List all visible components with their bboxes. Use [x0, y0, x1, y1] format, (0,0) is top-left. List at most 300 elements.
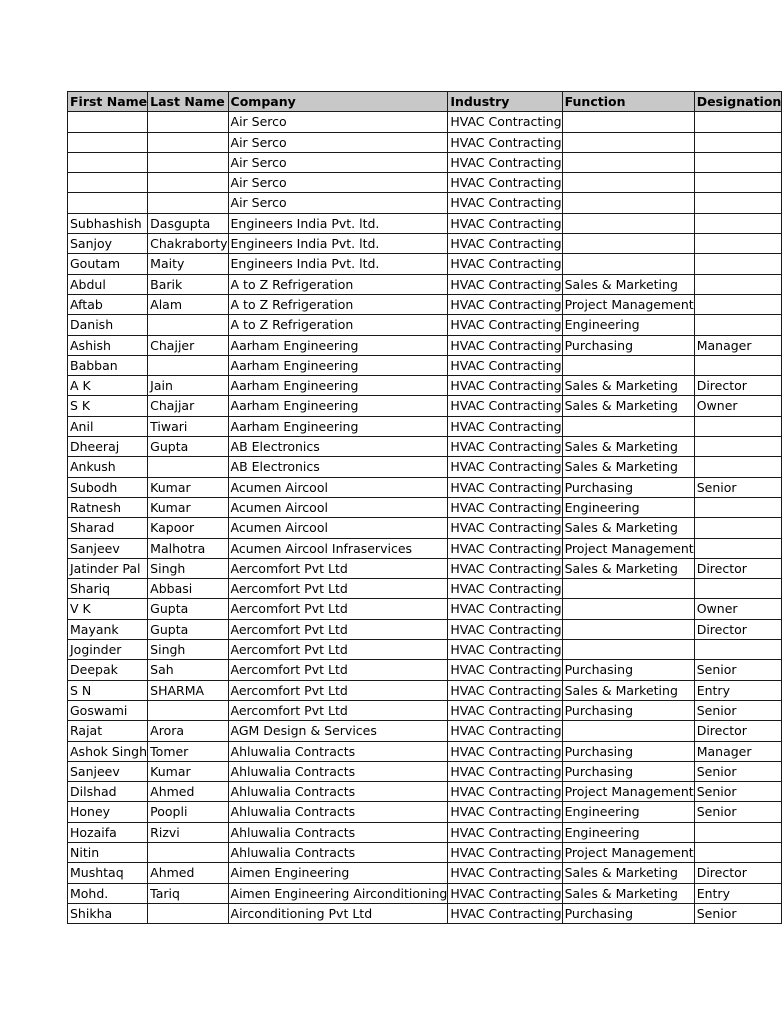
cell-company[interactable]	[228, 173, 448, 193]
cell-text: Sanjoy	[70, 236, 113, 252]
table-row	[68, 883, 782, 903]
cell-first-name[interactable]	[68, 173, 148, 193]
cell-designation[interactable]	[694, 396, 782, 416]
cell-function[interactable]	[562, 173, 694, 193]
cell-designation[interactable]	[694, 294, 782, 314]
cell-company[interactable]	[228, 234, 448, 254]
cell-first-name[interactable]	[68, 234, 148, 254]
cell-designation[interactable]	[694, 355, 782, 375]
cell-industry[interactable]	[448, 254, 562, 274]
cell-last-name[interactable]	[148, 112, 228, 132]
cell-first-name[interactable]	[68, 640, 148, 660]
cell-first-name[interactable]	[68, 619, 148, 639]
cell-last-name[interactable]	[148, 132, 228, 152]
cell-designation[interactable]	[694, 152, 782, 172]
cell-last-name[interactable]	[148, 822, 228, 842]
cell-function[interactable]	[562, 518, 694, 538]
cell-text: HVAC Contracting	[450, 844, 562, 860]
cell-first-name[interactable]	[68, 315, 148, 335]
cell-first-name[interactable]	[68, 721, 148, 741]
cell-text: Mushtaq	[70, 865, 124, 881]
cell-company[interactable]	[228, 457, 448, 477]
cell-company[interactable]	[228, 152, 448, 172]
cell-function[interactable]	[562, 782, 694, 802]
header-company[interactable]: Company	[228, 92, 448, 112]
cell-function[interactable]	[562, 132, 694, 152]
cell-designation[interactable]	[694, 640, 782, 660]
cell-function[interactable]	[562, 680, 694, 700]
cell-last-name[interactable]	[148, 416, 228, 436]
cell-company[interactable]	[228, 640, 448, 660]
cell-last-name[interactable]	[148, 619, 228, 639]
cell-first-name[interactable]	[68, 193, 148, 213]
cell-first-name[interactable]	[68, 741, 148, 761]
table-row	[68, 274, 782, 294]
cell-function[interactable]	[562, 234, 694, 254]
cell-last-name[interactable]	[148, 721, 228, 741]
cell-text: HVAC Contracting	[450, 763, 562, 779]
cell-text: HVAC Contracting	[450, 743, 562, 759]
cell-function[interactable]	[562, 619, 694, 639]
cell-designation[interactable]	[694, 660, 782, 680]
cell-industry[interactable]	[448, 538, 562, 558]
cell-designation[interactable]	[694, 680, 782, 700]
cell-function[interactable]	[562, 761, 694, 781]
cell-last-name[interactable]	[148, 274, 228, 294]
cell-company[interactable]	[228, 437, 448, 457]
cell-function[interactable]	[562, 335, 694, 355]
cell-function[interactable]	[562, 477, 694, 497]
cell-text: Goswami	[70, 702, 128, 718]
cell-text: Jain	[150, 378, 173, 394]
cell-first-name[interactable]	[68, 903, 148, 923]
cell-designation[interactable]	[694, 173, 782, 193]
cell-function[interactable]	[562, 457, 694, 477]
cell-text: Aarham Engineering	[230, 418, 359, 434]
cell-function[interactable]	[562, 112, 694, 132]
cell-function[interactable]	[562, 193, 694, 213]
cell-function[interactable]	[562, 903, 694, 923]
cell-function[interactable]	[562, 558, 694, 578]
cell-industry[interactable]	[448, 741, 562, 761]
cell-company[interactable]	[228, 538, 448, 558]
cell-first-name[interactable]	[68, 883, 148, 903]
cell-last-name[interactable]	[148, 376, 228, 396]
cell-text: A K	[70, 378, 91, 394]
cell-first-name[interactable]	[68, 822, 148, 842]
cell-industry[interactable]	[448, 477, 562, 497]
cell-function[interactable]	[562, 640, 694, 660]
cell-designation[interactable]	[694, 132, 782, 152]
cell-industry[interactable]	[448, 152, 562, 172]
cell-company[interactable]	[228, 761, 448, 781]
cell-industry[interactable]	[448, 660, 562, 680]
cell-first-name[interactable]	[68, 477, 148, 497]
cell-company[interactable]	[228, 376, 448, 396]
cell-company[interactable]	[228, 660, 448, 680]
cell-designation[interactable]	[694, 497, 782, 517]
cell-last-name[interactable]	[148, 193, 228, 213]
cell-industry[interactable]	[448, 416, 562, 436]
cell-industry[interactable]	[448, 883, 562, 903]
cell-text: Chajjer	[150, 337, 195, 353]
cell-company[interactable]	[228, 680, 448, 700]
cell-last-name[interactable]	[148, 741, 228, 761]
cell-designation[interactable]	[694, 579, 782, 599]
cell-function[interactable]	[562, 802, 694, 822]
cell-designation[interactable]	[694, 477, 782, 497]
cell-last-name[interactable]	[148, 396, 228, 416]
cell-industry[interactable]	[448, 558, 562, 578]
cell-company[interactable]	[228, 477, 448, 497]
cell-text: Airconditioning Pvt Ltd	[230, 905, 373, 921]
cell-industry[interactable]	[448, 315, 562, 335]
cell-last-name[interactable]	[148, 234, 228, 254]
cell-function[interactable]	[562, 822, 694, 842]
header-first-name[interactable]: First Name	[68, 92, 148, 112]
cell-text: A to Z Refrigeration	[230, 317, 354, 333]
cell-first-name[interactable]	[68, 761, 148, 781]
cell-industry[interactable]	[448, 842, 562, 862]
cell-text: Entry	[696, 682, 730, 698]
cell-designation[interactable]	[694, 315, 782, 335]
cell-designation[interactable]	[694, 538, 782, 558]
cell-industry[interactable]	[448, 234, 562, 254]
cell-text: Air Serco	[230, 154, 287, 170]
cell-designation[interactable]	[694, 376, 782, 396]
cell-industry[interactable]	[448, 599, 562, 619]
cell-designation[interactable]	[694, 721, 782, 741]
table-row	[68, 700, 782, 720]
cell-designation[interactable]	[694, 842, 782, 862]
cell-first-name[interactable]	[68, 599, 148, 619]
cell-designation[interactable]	[694, 416, 782, 436]
cell-function[interactable]	[562, 213, 694, 233]
cell-designation[interactable]	[694, 599, 782, 619]
cell-industry[interactable]	[448, 355, 562, 375]
table-row	[68, 376, 782, 396]
cell-industry[interactable]	[448, 518, 562, 538]
cell-text: Kumar	[150, 763, 191, 779]
cell-text: HVAC Contracting	[450, 723, 562, 739]
cell-first-name[interactable]	[68, 660, 148, 680]
cell-text: HVAC Contracting	[450, 702, 562, 718]
cell-industry[interactable]	[448, 822, 562, 842]
cell-industry[interactable]	[448, 457, 562, 477]
cell-function[interactable]	[562, 660, 694, 680]
cell-industry[interactable]	[448, 335, 562, 355]
cell-company[interactable]	[228, 619, 448, 639]
cell-company[interactable]	[228, 355, 448, 375]
cell-function[interactable]	[562, 294, 694, 314]
cell-last-name[interactable]	[148, 842, 228, 862]
cell-text: Tariq	[150, 885, 180, 901]
cell-last-name[interactable]	[148, 640, 228, 660]
cell-industry[interactable]	[448, 721, 562, 741]
cell-last-name[interactable]	[148, 761, 228, 781]
cell-function[interactable]	[562, 842, 694, 862]
cell-designation[interactable]	[694, 518, 782, 538]
cell-company[interactable]	[228, 497, 448, 517]
cell-designation[interactable]	[694, 802, 782, 822]
cell-text: Gupta	[150, 439, 189, 455]
cell-first-name[interactable]	[68, 842, 148, 862]
cell-function[interactable]	[562, 721, 694, 741]
cell-last-name[interactable]	[148, 497, 228, 517]
cell-last-name[interactable]	[148, 518, 228, 538]
cell-first-name[interactable]	[68, 863, 148, 883]
cell-company[interactable]	[228, 579, 448, 599]
cell-text: Ahluwalia Contracts	[230, 743, 356, 759]
cell-last-name[interactable]	[148, 883, 228, 903]
cell-text: Aercomfort Pvt Ltd	[230, 601, 348, 617]
cell-company[interactable]	[228, 802, 448, 822]
cell-text: Air Serco	[230, 134, 287, 150]
cell-designation[interactable]	[694, 558, 782, 578]
cell-designation[interactable]	[694, 883, 782, 903]
cell-text: HVAC Contracting	[450, 824, 562, 840]
cell-last-name[interactable]	[148, 315, 228, 335]
cell-first-name[interactable]	[68, 132, 148, 152]
table-row	[68, 294, 782, 314]
cell-last-name[interactable]	[148, 254, 228, 274]
cell-first-name[interactable]	[68, 376, 148, 396]
cell-industry[interactable]	[448, 396, 562, 416]
cell-industry[interactable]	[448, 173, 562, 193]
table-row	[68, 437, 782, 457]
cell-industry[interactable]	[448, 700, 562, 720]
cell-designation[interactable]	[694, 193, 782, 213]
cell-industry[interactable]	[448, 640, 562, 660]
cell-industry[interactable]	[448, 680, 562, 700]
cell-text: Babban	[70, 357, 118, 373]
table-row	[68, 680, 782, 700]
cell-designation[interactable]	[694, 112, 782, 132]
cell-text: HVAC Contracting	[450, 114, 562, 130]
cell-company[interactable]	[228, 335, 448, 355]
cell-first-name[interactable]	[68, 335, 148, 355]
cell-text: Senior	[696, 479, 737, 495]
cell-company[interactable]	[228, 274, 448, 294]
cell-company[interactable]	[228, 315, 448, 335]
cell-designation[interactable]	[694, 782, 782, 802]
cell-company[interactable]	[228, 213, 448, 233]
cell-last-name[interactable]	[148, 558, 228, 578]
cell-company[interactable]	[228, 599, 448, 619]
cell-company[interactable]	[228, 558, 448, 578]
cell-company[interactable]	[228, 518, 448, 538]
cell-designation[interactable]	[694, 254, 782, 274]
cell-first-name[interactable]	[68, 700, 148, 720]
cell-company[interactable]	[228, 863, 448, 883]
cell-first-name[interactable]	[68, 457, 148, 477]
cell-function[interactable]	[562, 254, 694, 274]
cell-company[interactable]	[228, 700, 448, 720]
cell-company[interactable]	[228, 396, 448, 416]
cell-company[interactable]	[228, 112, 448, 132]
cell-function[interactable]	[562, 599, 694, 619]
cell-text: HVAC Contracting	[450, 296, 562, 312]
cell-industry[interactable]	[448, 213, 562, 233]
cell-last-name[interactable]	[148, 335, 228, 355]
cell-industry[interactable]	[448, 579, 562, 599]
cell-first-name[interactable]	[68, 558, 148, 578]
cell-function[interactable]	[562, 355, 694, 375]
cell-text: Ahluwalia Contracts	[230, 824, 356, 840]
cell-text: Engineers India Pvt. ltd.	[230, 256, 380, 272]
cell-designation[interactable]	[694, 335, 782, 355]
cell-first-name[interactable]	[68, 579, 148, 599]
header-designation[interactable]: Designation	[694, 92, 782, 112]
cell-first-name[interactable]	[68, 213, 148, 233]
cell-text: Abbasi	[150, 581, 193, 597]
cell-function[interactable]	[562, 741, 694, 761]
cell-text: Director	[696, 621, 747, 637]
table-row	[68, 518, 782, 538]
cell-company[interactable]	[228, 822, 448, 842]
cell-function[interactable]	[562, 315, 694, 335]
header-industry[interactable]: Industry	[448, 92, 562, 112]
cell-industry[interactable]	[448, 132, 562, 152]
cell-industry[interactable]	[448, 782, 562, 802]
cell-company[interactable]	[228, 193, 448, 213]
cell-function[interactable]	[562, 883, 694, 903]
cell-designation[interactable]	[694, 234, 782, 254]
cell-company[interactable]	[228, 883, 448, 903]
cell-company[interactable]	[228, 254, 448, 274]
cell-first-name[interactable]	[68, 680, 148, 700]
cell-industry[interactable]	[448, 437, 562, 457]
cell-last-name[interactable]	[148, 782, 228, 802]
cell-text: HVAC Contracting	[450, 215, 562, 231]
cell-text: Purchasing	[564, 905, 634, 921]
cell-industry[interactable]	[448, 863, 562, 883]
cell-text: Acumen Aircool	[230, 520, 328, 536]
cell-company[interactable]	[228, 416, 448, 436]
header-last-name[interactable]: Last Name	[148, 92, 228, 112]
cell-function[interactable]	[562, 700, 694, 720]
cell-industry[interactable]	[448, 112, 562, 132]
cell-industry[interactable]	[448, 802, 562, 822]
cell-last-name[interactable]	[148, 700, 228, 720]
cell-first-name[interactable]	[68, 152, 148, 172]
cell-company[interactable]	[228, 842, 448, 862]
cell-designation[interactable]	[694, 700, 782, 720]
cell-first-name[interactable]	[68, 497, 148, 517]
cell-last-name[interactable]	[148, 903, 228, 923]
cell-industry[interactable]	[448, 376, 562, 396]
cell-first-name[interactable]	[68, 538, 148, 558]
cell-designation[interactable]	[694, 437, 782, 457]
cell-first-name[interactable]	[68, 294, 148, 314]
cell-designation[interactable]	[694, 741, 782, 761]
header-function[interactable]: Function	[562, 92, 694, 112]
cell-first-name[interactable]	[68, 416, 148, 436]
cell-last-name[interactable]	[148, 173, 228, 193]
cell-designation[interactable]	[694, 457, 782, 477]
cell-company[interactable]	[228, 903, 448, 923]
cell-first-name[interactable]	[68, 355, 148, 375]
cell-text: HVAC Contracting	[450, 581, 562, 597]
cell-last-name[interactable]	[148, 477, 228, 497]
cell-function[interactable]	[562, 396, 694, 416]
cell-function[interactable]	[562, 274, 694, 294]
cell-last-name[interactable]	[148, 294, 228, 314]
cell-last-name[interactable]	[148, 660, 228, 680]
cell-company[interactable]	[228, 132, 448, 152]
cell-last-name[interactable]	[148, 213, 228, 233]
cell-function[interactable]	[562, 152, 694, 172]
cell-last-name[interactable]	[148, 680, 228, 700]
cell-last-name[interactable]	[148, 802, 228, 822]
cell-text: Rajat	[70, 723, 103, 739]
cell-text: Ahmed	[150, 784, 195, 800]
table-row	[68, 396, 782, 416]
cell-designation[interactable]	[694, 863, 782, 883]
cell-text: Senior	[696, 662, 737, 678]
cell-company[interactable]	[228, 741, 448, 761]
cell-company[interactable]	[228, 294, 448, 314]
cell-company[interactable]	[228, 782, 448, 802]
cell-first-name[interactable]	[68, 802, 148, 822]
cell-company[interactable]	[228, 721, 448, 741]
cell-text: Dheeraj	[70, 439, 120, 455]
cell-designation[interactable]	[694, 274, 782, 294]
cell-function[interactable]	[562, 437, 694, 457]
cell-function[interactable]	[562, 376, 694, 396]
cell-industry[interactable]	[448, 619, 562, 639]
cell-first-name[interactable]	[68, 274, 148, 294]
cell-text: Mohd.	[70, 885, 109, 901]
table-row	[68, 152, 782, 172]
cell-first-name[interactable]	[68, 782, 148, 802]
cell-last-name[interactable]	[148, 538, 228, 558]
cell-function[interactable]	[562, 538, 694, 558]
cell-industry[interactable]	[448, 761, 562, 781]
cell-last-name[interactable]	[148, 599, 228, 619]
cell-text: Director	[696, 723, 747, 739]
cell-designation[interactable]	[694, 213, 782, 233]
cell-industry[interactable]	[448, 497, 562, 517]
cell-industry[interactable]	[448, 903, 562, 923]
cell-text: Engineering	[564, 824, 640, 840]
cell-function[interactable]	[562, 579, 694, 599]
cell-last-name[interactable]	[148, 579, 228, 599]
cell-last-name[interactable]	[148, 437, 228, 457]
cell-last-name[interactable]	[148, 355, 228, 375]
cell-industry[interactable]	[448, 294, 562, 314]
cell-first-name[interactable]	[68, 254, 148, 274]
cell-function[interactable]	[562, 416, 694, 436]
cell-designation[interactable]	[694, 822, 782, 842]
cell-first-name[interactable]	[68, 437, 148, 457]
cell-industry[interactable]	[448, 193, 562, 213]
cell-last-name[interactable]	[148, 457, 228, 477]
cell-designation[interactable]	[694, 761, 782, 781]
cell-last-name[interactable]	[148, 863, 228, 883]
cell-designation[interactable]	[694, 619, 782, 639]
cell-last-name[interactable]	[148, 152, 228, 172]
cell-industry[interactable]	[448, 274, 562, 294]
cell-function[interactable]	[562, 497, 694, 517]
cell-first-name[interactable]	[68, 112, 148, 132]
cell-text: Kumar	[150, 479, 191, 495]
table-row	[68, 132, 782, 152]
cell-first-name[interactable]	[68, 518, 148, 538]
cell-first-name[interactable]	[68, 396, 148, 416]
cell-function[interactable]	[562, 863, 694, 883]
cell-designation[interactable]	[694, 903, 782, 923]
